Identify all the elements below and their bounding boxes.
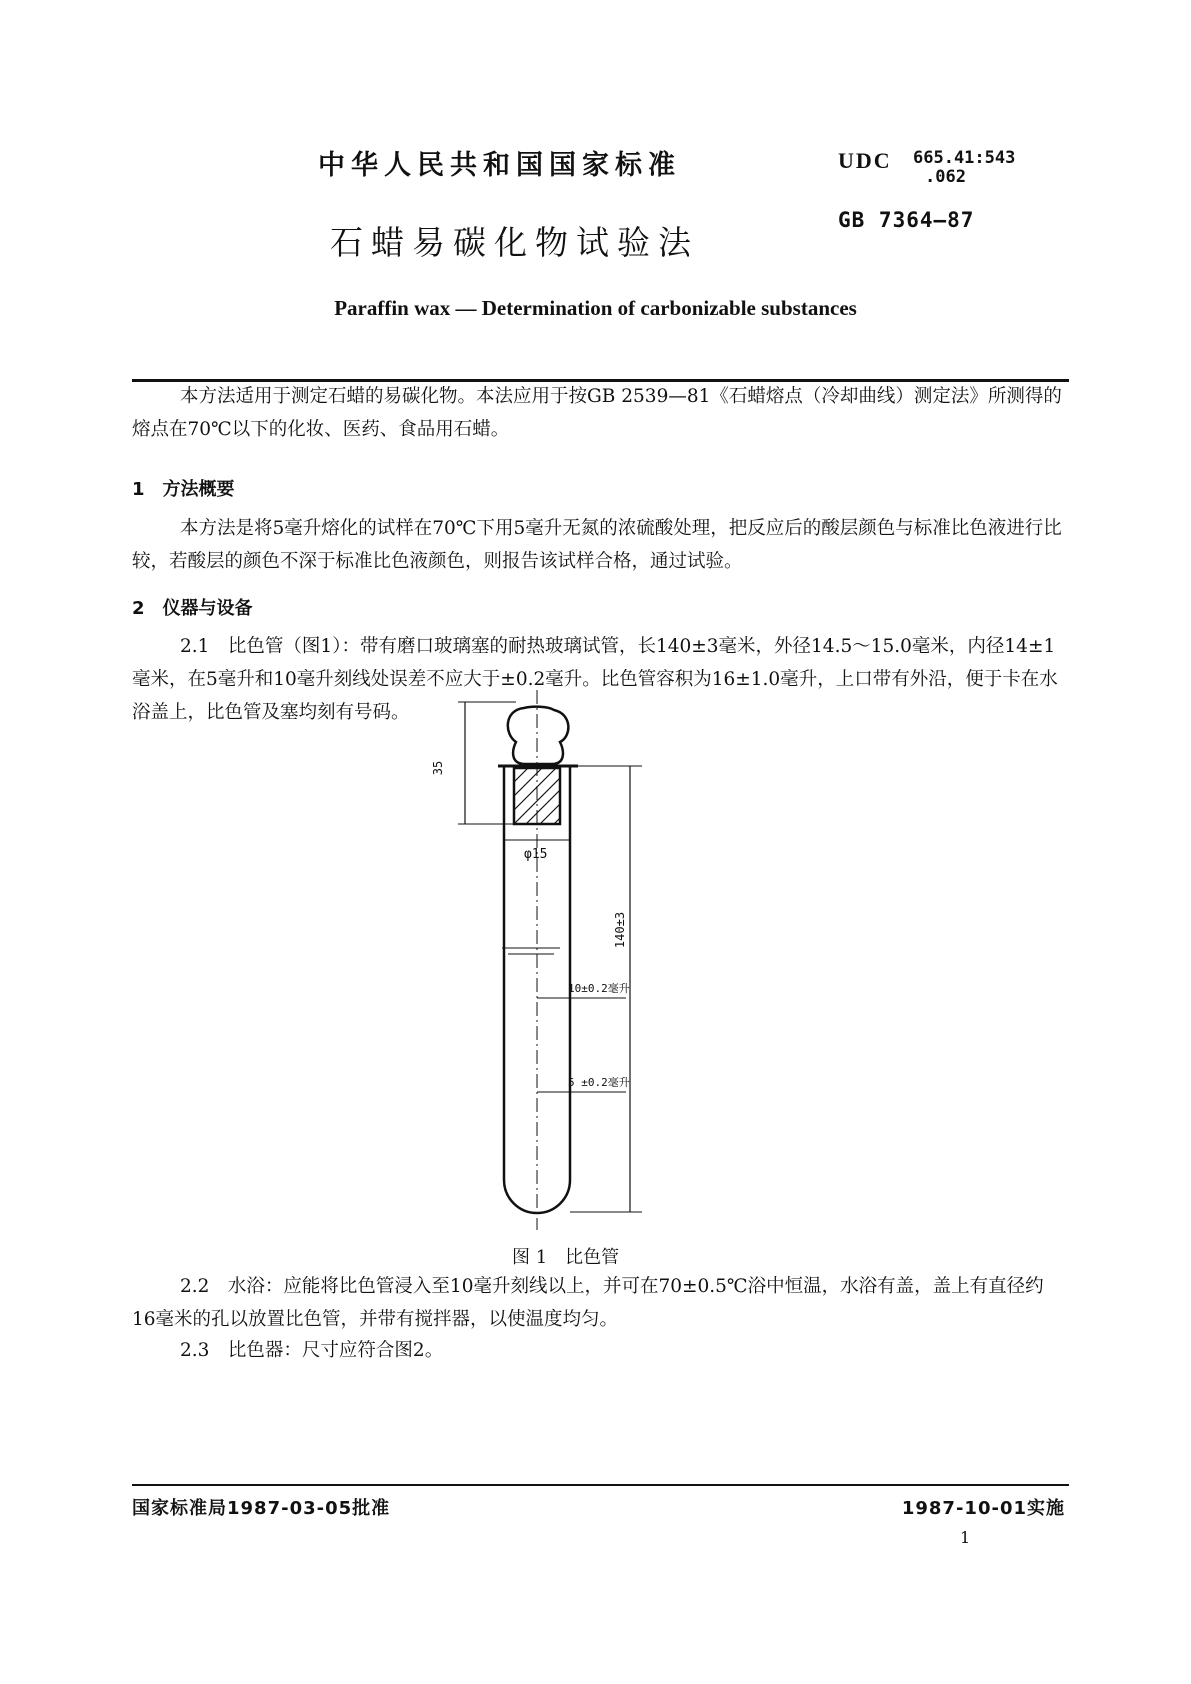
stopper-knob xyxy=(508,707,569,764)
english-title: Paraffin wax — Determination of carbonizable substances xyxy=(334,296,857,320)
figure-1-tube-drawing xyxy=(431,700,720,1260)
approval-date: 国家标准局1987-03-05批准 xyxy=(132,1498,391,1519)
udc-code-line2: .062 xyxy=(925,167,966,187)
page-number: 1 xyxy=(960,1528,971,1547)
effective-date: 1987-10-01实施 xyxy=(901,1498,1065,1519)
mark-10ml: 10±0.2毫升 xyxy=(568,982,630,995)
gb-code: GB 7364—87 xyxy=(838,208,975,232)
section-2-heading: 2 仪器与设备 xyxy=(132,598,253,619)
udc-label: UDC xyxy=(838,148,892,173)
dim-stopper-height: 35 xyxy=(431,760,445,776)
figure-1-caption: 图 1 比色管 xyxy=(512,1247,620,1268)
dim-length: 140±3 xyxy=(613,911,627,949)
footer-rule xyxy=(132,1484,1069,1486)
national-standard-label: 中华人民共和国国家标准 xyxy=(318,150,681,181)
mark-5ml: 5 ±0.2毫升 xyxy=(568,1076,630,1089)
item-2-3: 2.3 比色器：尺寸应符合图2。 xyxy=(180,1340,444,1361)
dim-diameter: φ15 xyxy=(524,847,548,862)
section-1-heading: 1 方法概要 xyxy=(132,479,235,500)
item-2-1: 2.1 比色管（图1）：带有磨口玻璃塞的耐热玻璃试管，长140±3毫米，外径14.5～15.0毫米，内径14±1毫米，在5毫升和10毫升刻线处误差不应大于±0.2毫升。比色管容积为16±1.0毫升，上口带有外沿，便于卡在水浴盖上，比色管及塞均刻有号码。 xyxy=(132,636,1058,723)
udc-code-line1: 665.41:543 xyxy=(913,148,1016,168)
item-2-2: 2.2 水浴：应能将比色管浸入至10毫升刻线以上，并可在70±0.5℃浴中恒温，水浴有盖，盖上有直径约16毫米的孔以放置比色管，并带有搅拌器，以使温度均匀。 xyxy=(132,1276,1044,1330)
intro-paragraph: 本方法适用于测定石蜡的易碳化物。本法应用于按GB 2539—81《石蜡熔点（冷却曲线）测定法》所测得的熔点在70℃以下的化妆、医药、食品用石蜡。 xyxy=(132,386,1062,440)
udc-code xyxy=(913,149,1015,187)
document-title: 石蜡易碳化物试验法 xyxy=(330,223,699,262)
section-1-text: 本方法是将5毫升熔化的试样在70℃下用5毫升无氮的浓硫酸处理，把反应后的酸层颜色与标准比色液进行比较，若酸层的颜色不深于标准比色液颜色，则报告该试样合格，通过试验。 xyxy=(132,518,1062,572)
